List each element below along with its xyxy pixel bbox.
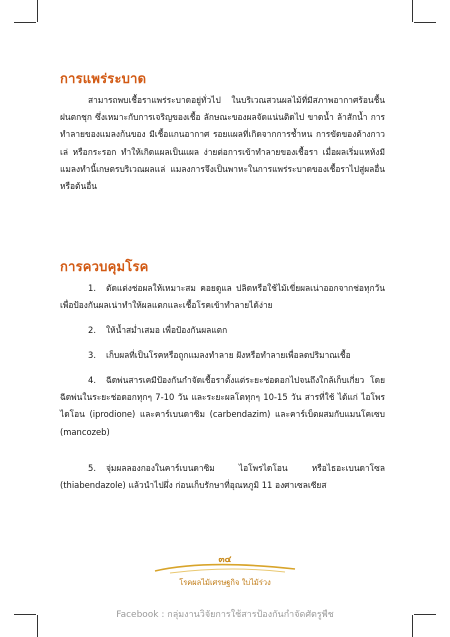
item-text: จุ่มผลลองกองในคาร์เบนดาซิม ไอโพรไดโอน หรือไธอะเบนดาโซล (thiabendazole) แล้วนำไปผึ่ง ก่อนเก็บรักษาที่อุณหภูมิ 11 องศาเซลเซียส bbox=[60, 463, 385, 491]
crop-mark-top-right-v bbox=[412, 0, 413, 22]
item-number: 5. bbox=[88, 463, 96, 473]
item-text: เก็บผลที่เป็นโรคหรือถูกแมลงทำลาย ฝังหรือทำลายเพื่อลดปริมาณเชื้อ bbox=[106, 350, 351, 360]
paragraph-text: สามารถพบเชื้อราแพร่ระบาดอยู่ทั่วไป ในบริเวณสวนผลไม้ที่มีสภาพอากาศร้อนชื้น ฝนตกชุก ซึ่งเหมาะกับการเจริญของเชื้อ ลักษณะของผลจัดแน่นติดไป ขาดน้ำ ล้าสักน้ำ การทำลายของแมลงก้นของ มีเชื้อแกนอากาศ รอยแผลที่เกิดจากการช้ำหน การขัดของต้างกาว เล่ หรือกระรอก ทำให้เกิดแผลเป็นแผล ง่ายต่อการเข้าทำลายของเชื้อรา เมื่อผลเริ่มแหห้งมีแมลงทำนี้เกษตรบริเวณผลแล่ แมลงการจึงเป็นพาหะในการแพร่ระบาดของเชื้อราไปสู่ผลอื่นหรือต้นอื่น bbox=[60, 95, 385, 192]
control-item bbox=[60, 460, 385, 494]
section-heading-control: การควบคุมโรค bbox=[60, 260, 149, 275]
control-item bbox=[60, 347, 385, 364]
item-number: 2. bbox=[88, 325, 96, 335]
item-number: 4. bbox=[88, 375, 96, 385]
crop-mark-top-left-h bbox=[14, 22, 36, 23]
control-item bbox=[60, 322, 385, 339]
facebook-watermark: Facebook : กลุ่มงานวิจัยการใช้สารป้องกันกำจัดศัตรูพืช bbox=[116, 610, 334, 620]
crop-mark-top-left-v bbox=[37, 0, 38, 22]
item-text: ตัดแต่งช่อผลให้เหมาะสม คอยดูแล ปลิดหรือใช้ไม้เขี่ยผลเน่าออกจากช่อทุกวัน เพื่อป้องกันผลเน่าทำให้ผลแตกและเชื้อโรคเข้าทำลายได้ง่าย bbox=[60, 283, 385, 311]
control-item bbox=[60, 280, 385, 314]
footer-swoosh-icon bbox=[150, 560, 300, 576]
item-text: ให้น้ำสม่ำเสมอ เพื่อป้องกันผลแตก bbox=[106, 325, 228, 335]
footer-brand: โรคผลไม้เศรษฐกิจ ใบไม้ร่วง bbox=[179, 578, 271, 587]
page-number: ๓๔ bbox=[218, 555, 232, 565]
item-number: 1. bbox=[88, 283, 96, 293]
section-paragraph-spread bbox=[60, 92, 385, 195]
item-number: 3. bbox=[88, 350, 96, 360]
item-text: ฉีดพ่นสารเคมีป้องกันกำจัดเชื้อราตั้งแต่ระยะช่อดอกไปจนถึงใกล้เก็บเกี่ยว โดยฉีดพ่นในระยะช่อดอกทุกๆ 7-10 วัน และระยะผลโตทุกๆ 10-15 วัน สารที่ใช้ ได้แก่ ไอโพรไดโอน (iprodione) และคาร์เบนดาซิม (carbendazim) และคาร์เบ็ตผสมกับแมนโคเซบ (mancozeb) bbox=[60, 375, 385, 437]
crop-mark-top-right-h bbox=[414, 22, 436, 23]
control-item bbox=[60, 372, 385, 441]
section-heading-spread: การแพร่ระบาด bbox=[60, 72, 147, 87]
